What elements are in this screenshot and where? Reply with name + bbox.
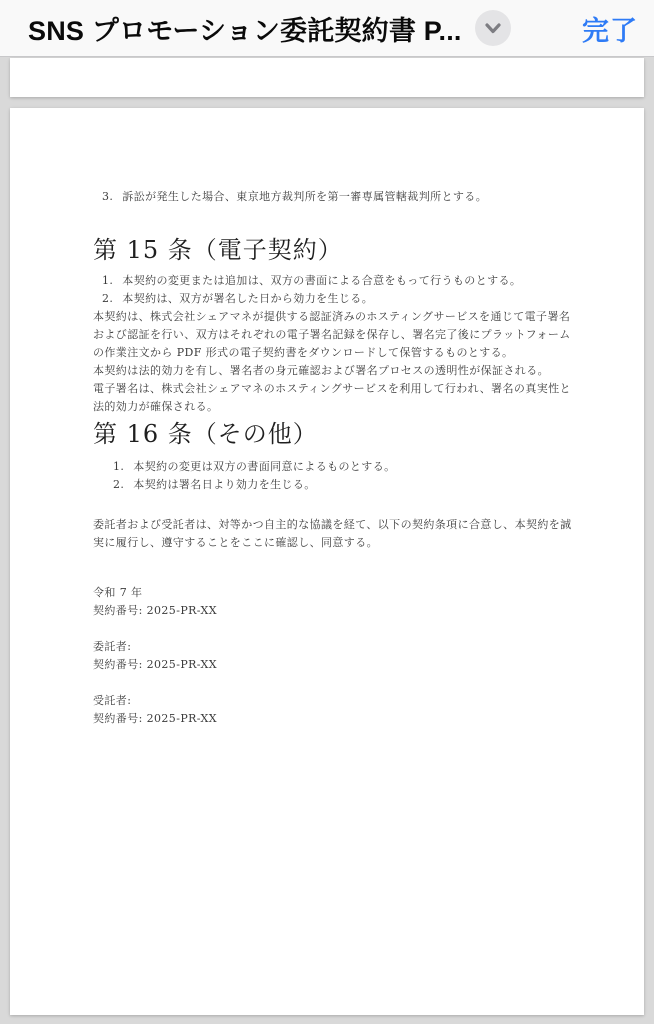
closing-paragraph: 委託者および受託者は、対等かつ自主的な協議を経て、以下の契約条項に合意し、本契約を誠実に履行し、遵守することをここに確認し、同意する。 [93,518,572,549]
signature-block [93,692,574,728]
clause-number: 1. [102,274,114,287]
document-title: SNS プロモーション委託契約書 P... [28,15,462,46]
contract-number-line: 契約番号: 2025-PR-XX [93,712,217,725]
navigation-bar [0,0,654,57]
article-16-list [93,458,574,494]
contract-number-line: 契約番号: 2025-PR-XX [93,604,217,617]
clause-text: 本契約は署名日より効力を生じる。 [133,478,316,491]
paragraph: 電子署名は、株式会社シェアマネのホスティングサービスを利用して行われ、署名の真実性と法的効力が確保される。 [93,382,571,413]
chevron-down-icon [482,17,504,39]
clause-item [113,458,574,476]
document-scroll-area[interactable] [0,57,654,1024]
paragraph: 本契約は法的効力を有し、署名者の身元確認および署名プロセスの透明性が保証される。 [93,364,549,377]
clause-number: 2. [102,292,114,305]
clause-number: 3. [102,190,114,203]
clause-item [113,476,574,494]
signature-line: 令和 7 年 [93,586,143,599]
signature-block [93,584,574,620]
clause-text: 本契約の変更は双方の書面同意によるものとする。 [133,460,396,473]
clause-number: 1. [113,460,125,473]
signature-line: 受託者: [93,694,132,707]
clause-text: 本契約は、双方が署名した日から効力を生じる。 [122,292,374,305]
clause-text: 本契約の変更または追加は、双方の書面による合意をもって行うものとする。 [122,274,522,287]
article-15-heading: 第 15 条（電子契約） [93,236,343,264]
previous-page-fragment [10,58,644,97]
page-content [10,108,644,728]
article-15-list [93,272,574,308]
article-16-heading: 第 16 条（その他） [93,420,318,448]
done-button[interactable]: 完了 [580,9,640,48]
clause-item [102,290,574,308]
title-menu-button[interactable] [475,10,511,46]
clause-item [93,188,574,206]
signature-block [93,638,574,674]
clause-number: 2. [113,478,125,491]
clause-text: 訴訟が発生した場合、東京地方裁判所を第一審専属管轄裁判所とする。 [122,190,488,203]
paragraph: 本契約は、株式会社シェアマネが提供する認証済みのホスティングサービスを通じて電子署名および認証を行い、双方はそれぞれの電子署名記録を保存し、署名完了後にプラットフォームの作業注文から PDF 形式の電子契約書をダウンロードして保管するものとする。 [93,310,571,359]
contract-number-line: 契約番号: 2025-PR-XX [93,658,217,671]
signature-line: 委託者: [93,640,132,653]
document-page [10,108,644,1015]
clause-item [102,272,574,290]
